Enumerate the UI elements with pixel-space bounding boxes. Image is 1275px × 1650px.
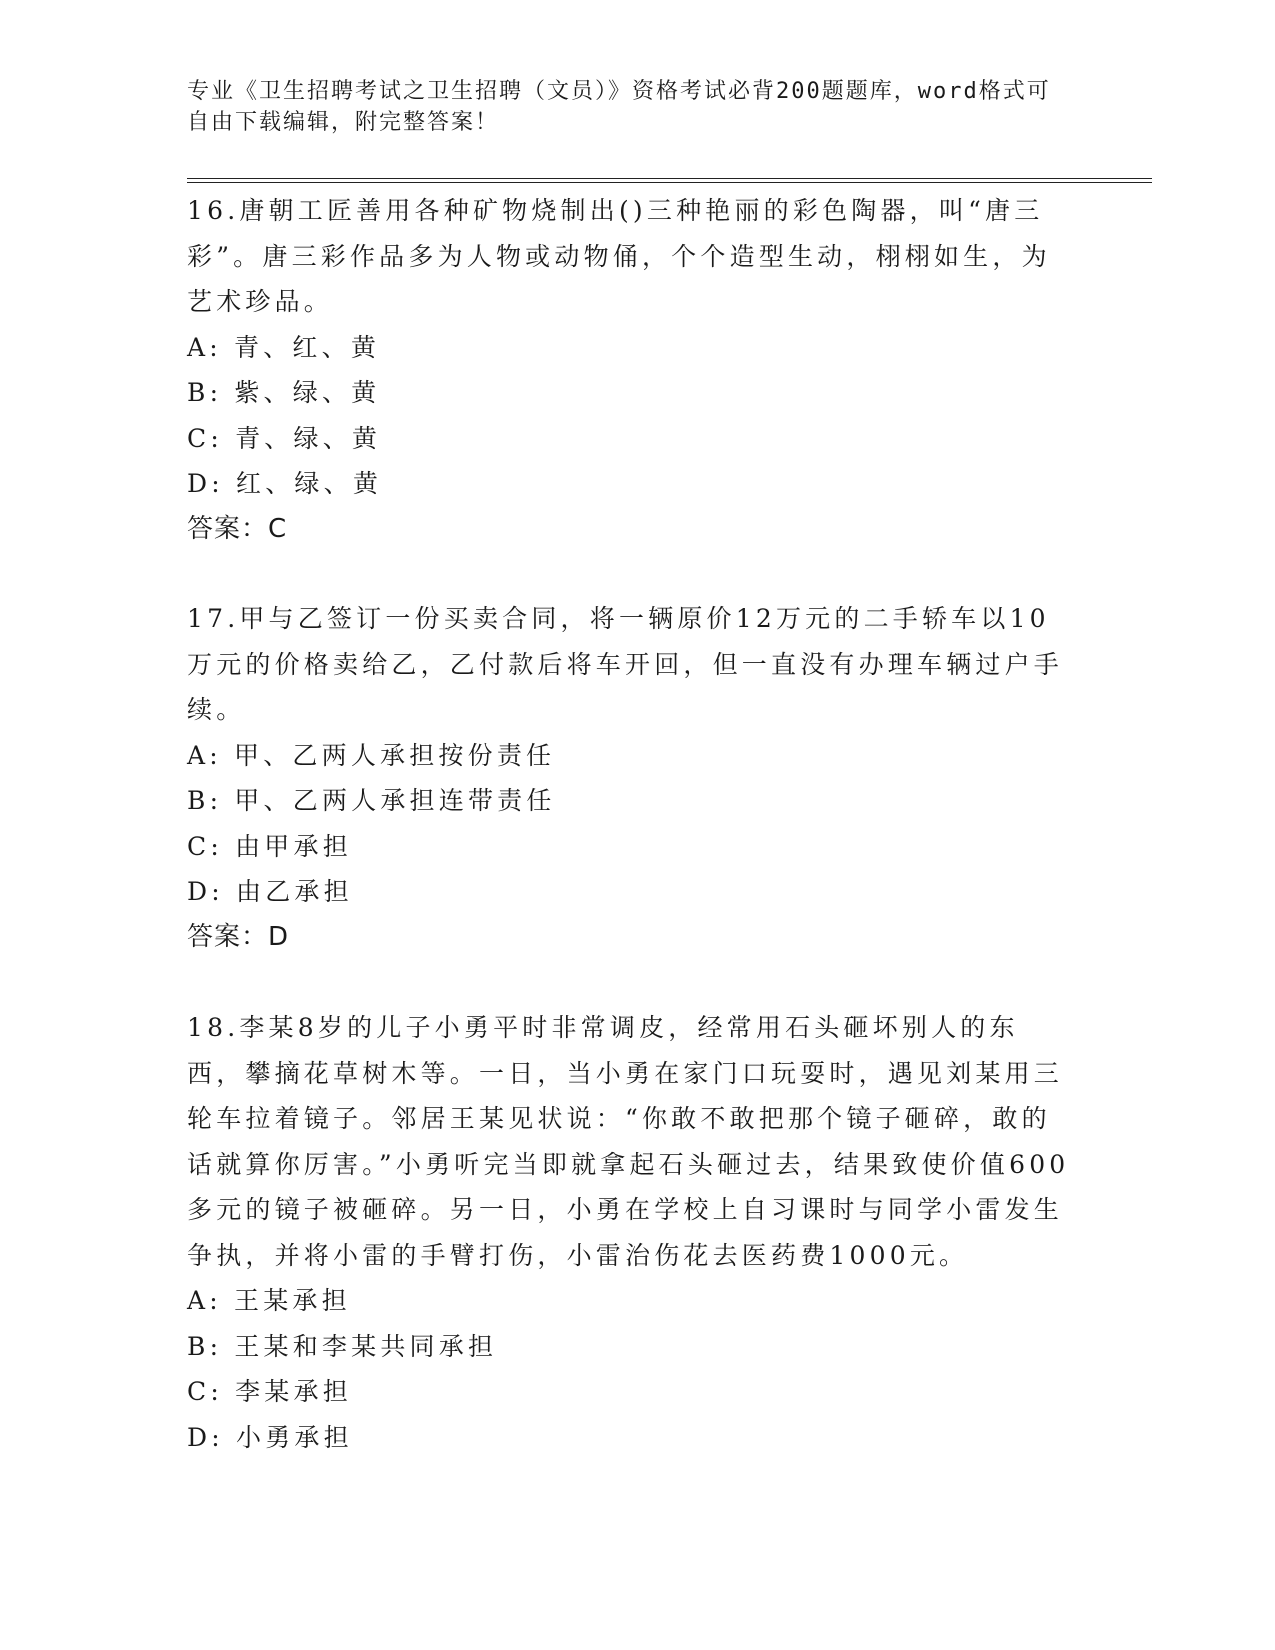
option-d: D: 由乙承担	[187, 877, 353, 906]
header-divider-bottom	[187, 182, 1152, 183]
option-c: C: 由甲承担	[187, 831, 352, 861]
document-header: 专业《卫生招聘考试之卫生招聘（文员）》资格考试必背200题题库，word格式可自由下载编辑，附完整答案！	[187, 79, 1051, 135]
option-b: B: 紫、绿、黄	[187, 378, 381, 407]
option-c: C: 青、绿、黄	[187, 423, 382, 453]
answer: 答案：D	[187, 921, 290, 952]
question-stem: 18.李某8岁的儿子小勇平时非常调皮，经常用石头砸坏别人的东西，攀摘花草树木等。一日，当小勇在家门口玩耍时，遇见刘某用三轮车拉着镜子。邻居王某见状说：“你敢不敢把那个镜子砸碎，敢的话就算你厉害。”小勇听完当即就拿起石头砸过去，结果致使价值600多元的镜子被砸碎。另一日，小勇在学校上自习课时与同学小雷发生争执，并将小雷的手臂打伤，小雷治伤花去医药费1000元。	[187, 1013, 1070, 1270]
question-stem: 17.甲与乙签订一份买卖合同，将一辆原价12万元的二手轿车以10万元的价格卖给乙，乙付款后将车开回，但一直没有办理车辆过户手续。	[187, 604, 1064, 724]
option-a: A: 甲、乙两人承担按份责任	[187, 740, 556, 770]
option-a: A: 青、红、黄	[187, 332, 381, 362]
answer: 答案：C	[187, 513, 288, 544]
header-divider-top	[187, 178, 1152, 179]
option-d: D: 红、绿、黄	[187, 469, 383, 498]
option-b: B: 甲、乙两人承担连带责任	[187, 786, 556, 815]
question-17	[187, 596, 1072, 960]
option-a: A: 王某承担	[187, 1286, 351, 1315]
option-b: B: 王某和李某共同承担	[187, 1331, 498, 1361]
question-16	[187, 188, 1072, 552]
question-stem: 16.唐朝工匠善用各种矿物烧制出()三种艳丽的彩色陶器，叫“唐三彩”。唐三彩作品多为人物或动物俑，个个造型生动，栩栩如生，为艺术珍品。	[187, 196, 1051, 316]
option-d: D: 小勇承担	[187, 1422, 353, 1452]
question-18	[187, 1005, 1072, 1460]
option-c: C: 李某承担	[187, 1377, 352, 1406]
